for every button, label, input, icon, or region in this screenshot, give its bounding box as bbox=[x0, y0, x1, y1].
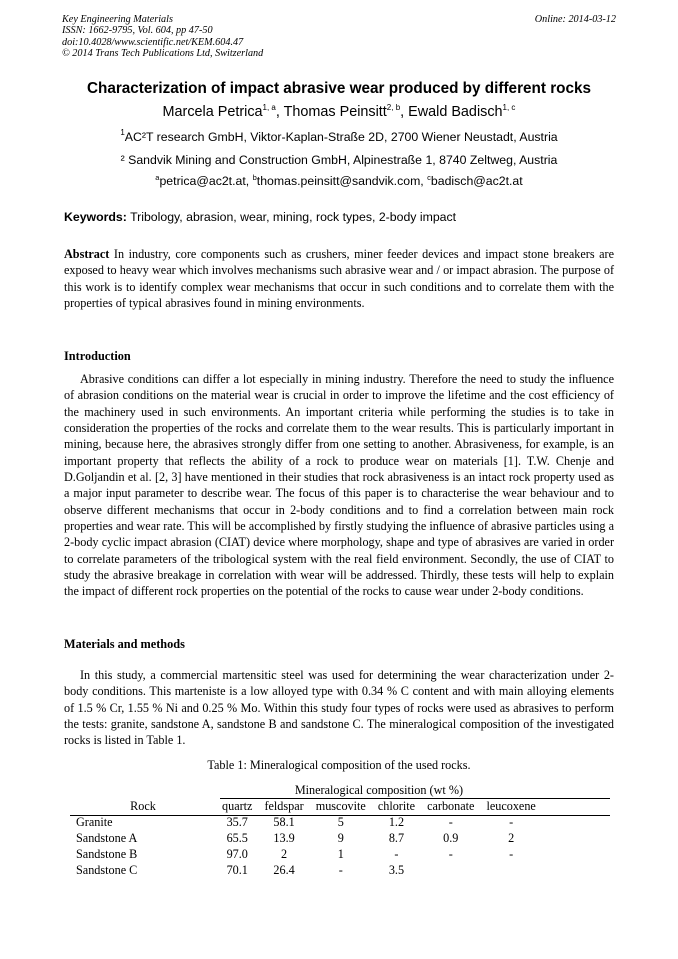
online-date: Online: 2014-03-12 bbox=[534, 14, 616, 25]
author-separator: , bbox=[275, 104, 284, 120]
author-sup: 1, a bbox=[262, 103, 276, 112]
introduction-text: Abrasive conditions can differ a lot especially in mining industry. Therefore the need to study the influence of abrasion conditions on the material wear is crucial in order to improve the lifetime and the cost efficiency of the machinery used in such environments. An important criteria while performing the studies is to take in consideration the properties of the rocks and correlate them to the wear results. This is particularly important in mining, because here, the abrasives strongly differ from one setting to another. Abrasiveness, for example, is an important property that reflects the ability of a rock to produce wear on materials [1]. T.W. Chenje and D.Goljandin et al. [2, 3] have mentioned in their studies that rock abrasiveness is an intact rock property used as a major input parameter to describe wear. The focus of this paper is to characterise the wear behaviour and to observe different mechanisms that occur in 2-body conditions and to find a correlation between main rock properties and wear rate. This will be accomplished by firstly studying the influence of abrasive particles using a 2-body cyclic impact abrasion (CIAT) device where morphology, shape and type of abrasives are varied in order to correlate parameters of the tribological system with the real field environment. Secondly, the use of CIAT to study the abrasive breakage in correlation with wear will be addressed. Thirdly, these tests will help to explain the impact of different rock properties on the potential of the rocks to cause wear under 2-body conditions. bbox=[64, 372, 614, 599]
table-cell: 0.9 bbox=[443, 830, 459, 845]
affiliation-text: ² Sandvik Mining and Construction GmbH, Alpinestraße 1, 8740 Zeltweg, Austria bbox=[120, 153, 558, 167]
table-cell: - bbox=[509, 814, 514, 829]
table-cell: 2 bbox=[508, 830, 515, 845]
journal-issn: ISSN: 1662-9795, Vol. 604, pp 47-50 bbox=[62, 25, 213, 37]
email-sup: c bbox=[427, 173, 431, 182]
materials-heading: Materials and methods bbox=[64, 637, 185, 651]
abstract-label: Abstract bbox=[64, 247, 110, 261]
table-cell: 70.1 bbox=[226, 862, 248, 877]
table-cell bbox=[421, 862, 480, 878]
table-rock-cell: Sandstone A bbox=[76, 830, 138, 845]
table-blank-cell bbox=[70, 782, 216, 798]
table-group-header: Mineralogical composition (wt %) bbox=[294, 782, 464, 797]
table-rock-cell: Granite bbox=[76, 814, 113, 829]
table-cell: 13.9 bbox=[273, 830, 295, 845]
table-cell: 26.4 bbox=[273, 862, 295, 877]
table-cell: 5 bbox=[337, 814, 344, 829]
table-cell: 3.5 bbox=[388, 862, 405, 877]
table-cell: - bbox=[448, 846, 453, 861]
table-cell: - bbox=[338, 862, 343, 877]
table-cell: 65.5 bbox=[226, 830, 248, 845]
table-rock-header: Rock bbox=[130, 798, 156, 813]
table-cell bbox=[480, 862, 541, 878]
keywords-label: Keywords: bbox=[64, 210, 127, 224]
email-address: petrica@ac2t.at, bbox=[159, 174, 253, 188]
table-row bbox=[70, 830, 542, 846]
table-rock-cell: Sandstone B bbox=[76, 846, 138, 861]
table-row bbox=[70, 862, 542, 878]
table-cell: - bbox=[448, 814, 453, 829]
table-cell: 58.1 bbox=[273, 814, 295, 829]
journal-name: Key Engineering Materials bbox=[62, 14, 173, 25]
author-list bbox=[40, 104, 638, 120]
table-cell: 9 bbox=[337, 830, 344, 845]
affiliation-1 bbox=[40, 130, 638, 144]
table-column-header: carbonate bbox=[427, 798, 475, 813]
table-column-header: chlorite bbox=[377, 798, 416, 813]
table-cell: - bbox=[509, 846, 514, 861]
table-cell: 35.7 bbox=[226, 814, 248, 829]
mineral-table bbox=[70, 782, 542, 878]
affiliation-sup: 1 bbox=[120, 128, 125, 137]
journal-copyright: © 2014 Trans Tech Publications Ltd, Switzerland bbox=[62, 47, 264, 59]
author-sup: 1, c bbox=[502, 103, 516, 112]
table-cell: 1 bbox=[337, 846, 344, 861]
table-row bbox=[70, 846, 542, 862]
paper-title: Characterization of impact abrasive wear produced by different rocks bbox=[86, 80, 592, 97]
journal-doi: doi:10.4028/www.scientific.net/KEM.604.47 bbox=[62, 36, 244, 48]
journal-header bbox=[62, 14, 263, 59]
abstract-text: In industry, core components such as crushers, miner feeder devices and impact stone breakers are exposed to heavy wear which involves mechanisms such abrasive wear and / or impact abrasion. The purpose of this work is to identify complex wear mechanisms that occur in such conditions and to correlate them with the properties of typical abrasives found in mining environments. bbox=[64, 247, 614, 311]
table-cell: - bbox=[394, 846, 399, 861]
keywords-text: Tribology, abrasion, wear, mining, rock types, 2-body impact bbox=[126, 210, 457, 224]
table-group-row bbox=[70, 782, 542, 798]
email-address: badisch@ac2t.at bbox=[430, 174, 523, 188]
table-column-header: leucoxene bbox=[486, 798, 536, 813]
table-header-row bbox=[70, 798, 542, 814]
affiliation-text: AC²T research GmbH, Viktor-Kaplan-Straße 2D, 2700 Wiener Neustadt, Austria bbox=[124, 130, 558, 144]
table-row bbox=[70, 814, 542, 830]
table-cell: 1.2 bbox=[388, 814, 405, 829]
table-cell: 2 bbox=[281, 846, 288, 861]
abstract bbox=[64, 246, 614, 311]
author-name: Ewald Badisch bbox=[408, 104, 503, 120]
table-caption: Table 1: Mineralogical composition of the used rocks. bbox=[207, 758, 471, 772]
email-address: thomas.peinsitt@sandvik.com, bbox=[256, 174, 428, 188]
table-column-header: quartz bbox=[222, 798, 253, 813]
email-sup: b bbox=[252, 173, 257, 182]
table-cell: 8.7 bbox=[388, 830, 405, 845]
email-list bbox=[40, 174, 638, 188]
materials-text: In this study, a commercial martensitic steel was used for determining the wear characterization under 2-body conditions. This marteniste is a low alloyed type with 0.34 % C content and with main alloying elements of 1.5 % Cr, 1.55 % Ni and 0.25 % Mo. Within this study four types of rocks were used as abrasives to perform the tests: granite, sandstone A, sandstone B and sandstone C. The mineralogical composition of the investigated rocks is listed in Table 1. bbox=[64, 668, 614, 748]
introduction-heading: Introduction bbox=[64, 349, 131, 363]
table-column-header: feldspar bbox=[264, 798, 304, 813]
keywords bbox=[64, 210, 456, 224]
table-cell: 97.0 bbox=[226, 846, 248, 861]
table-rock-cell: Sandstone C bbox=[76, 862, 138, 877]
affiliation-2 bbox=[40, 153, 638, 167]
author-name: Thomas Peinsitt bbox=[283, 104, 387, 120]
author-separator: , bbox=[400, 104, 409, 120]
author-name: Marcela Petrica bbox=[162, 104, 263, 120]
table-column-header: muscovite bbox=[315, 798, 366, 813]
author-sup: 2, b bbox=[386, 103, 401, 112]
email-sup: a bbox=[155, 173, 160, 182]
